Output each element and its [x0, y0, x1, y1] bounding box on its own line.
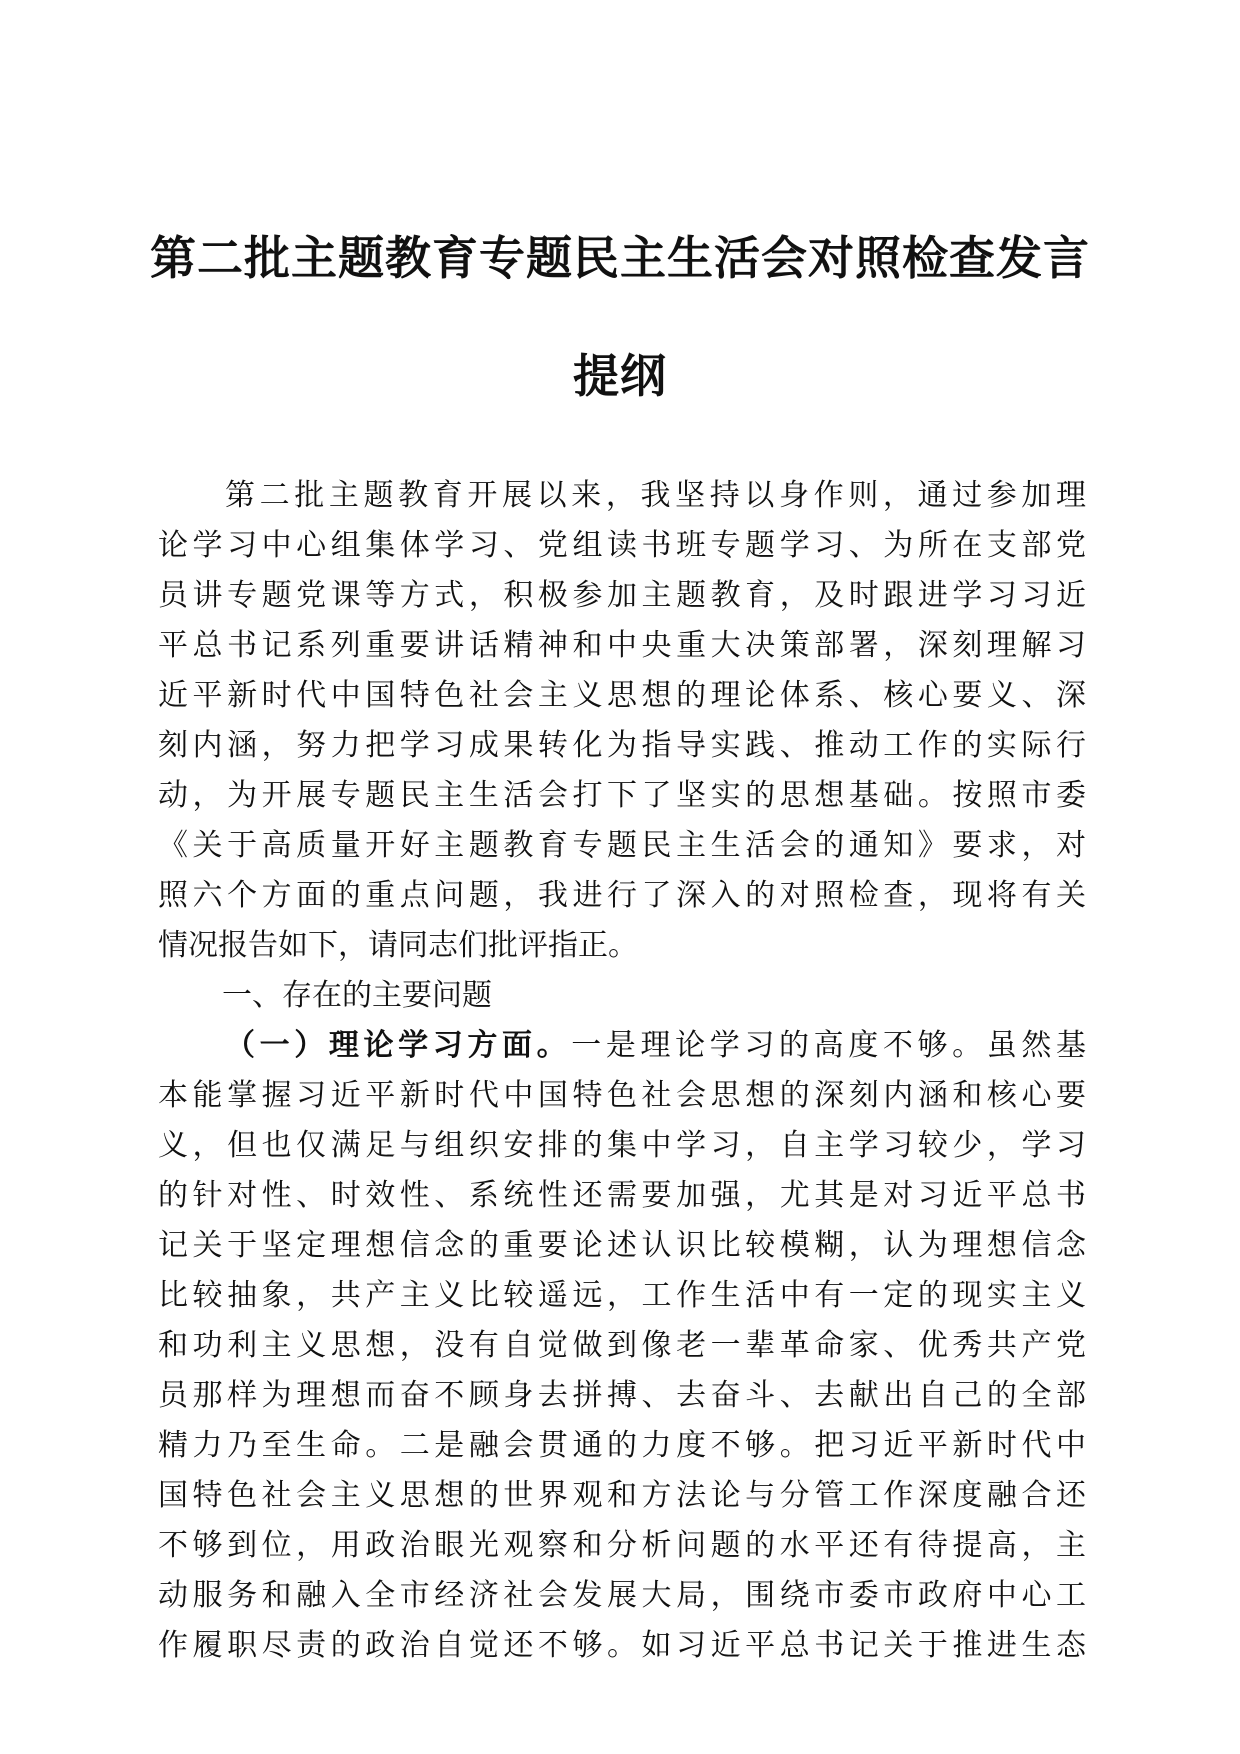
paragraph-first-line [225, 1026, 1086, 1066]
paragraph-line: 情况报告如下，请同志们批评指正。 [158, 928, 638, 963]
paragraph-line: 的针对性、时效性、系统性还需要加强，尤其是对习近平总书 [158, 1178, 1086, 1213]
paragraph-line: 近平新时代中国特色社会主义思想的理论体系、核心要义、深 [158, 678, 1086, 713]
paragraph-line: 员讲专题党课等方式，积极参加主题教育，及时跟进学习习近 [158, 578, 1086, 613]
paragraph-line: 作履职尽责的政治自觉还不够。如习近平总书记关于推进生态 [158, 1628, 1086, 1663]
document-title-line2: 提纲 [573, 349, 667, 403]
paragraph-line: 义，但也仅满足与组织安排的集中学习，自主学习较少，学习 [158, 1128, 1086, 1163]
paragraph-line: 和功利主义思想，没有自觉做到像老一辈革命家、优秀共产党 [158, 1328, 1086, 1363]
paragraph-line: 第二批主题教育开展以来，我坚持以身作则，通过参加理 [225, 478, 1086, 513]
subsection-label: （一）理论学习方面。 [225, 1028, 572, 1063]
paragraph-line: 论学习中心组集体学习、党组读书班专题学习、为所在支部党 [158, 528, 1086, 563]
paragraph-line: 刻内涵，努力把学习成果转化为指导实践、推动工作的实际行 [158, 728, 1086, 763]
paragraph-line: 不够到位，用政治眼光观察和分析问题的水平还有待提高，主 [158, 1528, 1086, 1563]
paragraph-line: 动服务和融入全市经济社会发展大局，围绕市委市政府中心工 [158, 1578, 1086, 1613]
paragraph-line: 比较抽象，共产主义比较遥远，工作生活中有一定的现实主义 [158, 1278, 1086, 1313]
paragraph-line-rest: 一是理论学习的高度不够。虽然基 [571, 1028, 1086, 1063]
paragraph-line: 员那样为理想而奋不顾身去拼搏、去奋斗、去献出自己的全部 [158, 1378, 1086, 1413]
paragraph-line: 本能掌握习近平新时代中国特色社会思想的深刻内涵和核心要 [158, 1078, 1086, 1113]
paragraph-line: 《关于高质量开好主题教育专题民主生活会的通知》要求，对 [158, 828, 1086, 863]
paragraph-line: 精力乃至生命。二是融会贯通的力度不够。把习近平新时代中 [158, 1428, 1086, 1463]
document-title-line1: 第二批主题教育专题民主生活会对照检查发言 [150, 231, 1090, 285]
paragraph-line: 照六个方面的重点问题，我进行了深入的对照检查，现将有关 [158, 878, 1086, 913]
paragraph-line: 记关于坚定理想信念的重要论述认识比较模糊，认为理想信念 [158, 1228, 1086, 1263]
paragraph-line: 平总书记系列重要讲话精神和中央重大决策部署，深刻理解习 [158, 628, 1086, 663]
section-heading: 一、存在的主要问题 [222, 978, 492, 1013]
paragraph-line: 国特色社会主义思想的世界观和方法论与分管工作深度融合还 [158, 1478, 1086, 1513]
paragraph-line: 动，为开展专题民主生活会打下了坚实的思想基础。按照市委 [158, 778, 1086, 813]
